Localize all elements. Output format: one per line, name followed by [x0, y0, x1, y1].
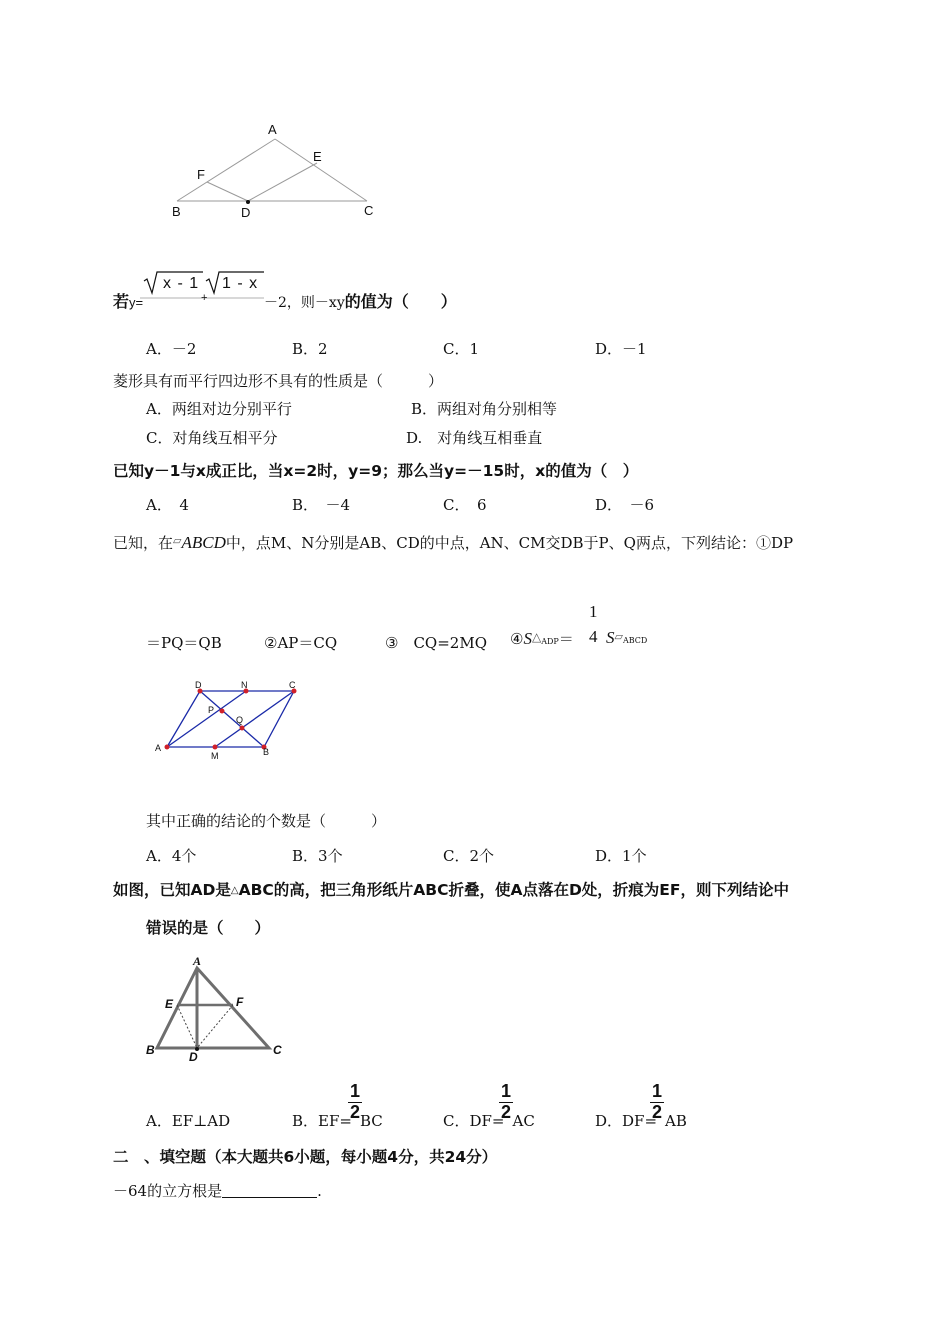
section-2-title: 二 、填空题（本大题共6小题，每小题4分，共24分）	[113, 1148, 498, 1166]
option-d[interactable]	[595, 1110, 687, 1131]
option-c[interactable]	[443, 1110, 535, 1131]
subscript-abcd: ABCD	[622, 636, 648, 645]
subscript-adp: ADP	[541, 637, 559, 646]
label-m: M	[211, 751, 219, 761]
label-c: C	[273, 1043, 282, 1057]
label-a: A	[193, 954, 202, 968]
fill-question-1	[113, 1180, 322, 1201]
label-a: A	[155, 743, 162, 753]
question-fold-stem-2: 错误的是（ ）	[146, 919, 271, 937]
text-y-eq: y=	[129, 295, 144, 310]
label-c: C	[364, 203, 374, 218]
conclusion-2: ②AP＝CQ	[264, 634, 338, 652]
label-e: E	[313, 149, 322, 164]
text-suffix-2: －xy	[314, 295, 345, 311]
conclusion-1: ＝PQ＝QB	[146, 634, 222, 652]
fill-question-1-end: .	[317, 1182, 322, 1200]
label-e: E	[165, 997, 174, 1011]
option-b-suffix: BC	[359, 1112, 383, 1130]
text-abcd: ABCD	[181, 533, 226, 552]
question-prop-stem: 已知y－1与x成正比，当x=2时，y=9；那么当y=－15时，x的值为（ ）	[113, 462, 639, 480]
option-a[interactable]: A． 4	[146, 496, 189, 514]
option-d-denominator: 2	[652, 1102, 663, 1122]
option-c[interactable]: C．对角线互相平分	[146, 429, 278, 447]
option-b-numerator: 1	[350, 1081, 361, 1101]
equals-sign: ＝	[558, 630, 574, 648]
option-d[interactable]: D．－1	[595, 340, 647, 358]
fraction-denominator: 4	[589, 627, 598, 646]
dashed-de	[177, 1005, 197, 1048]
label-f: F	[197, 167, 205, 182]
radicand-1: x - 1	[163, 275, 200, 292]
conclusion-3: ③ CQ=2MQ	[385, 634, 487, 652]
option-a[interactable]: A．两组对边分别平行	[146, 400, 292, 418]
option-b[interactable]: B．3个	[292, 847, 343, 865]
option-c[interactable]: C．1	[443, 340, 480, 358]
option-d[interactable]: D. 对角线互相垂直	[406, 429, 543, 447]
answer-blank[interactable]	[222, 1183, 317, 1198]
parallelogram-symbol: ▱	[614, 630, 623, 643]
circled-four: ④	[510, 630, 524, 648]
option-c-prefix: C．DF=	[443, 1112, 505, 1130]
label-d: D	[241, 205, 251, 220]
option-b[interactable]: B．2	[292, 340, 328, 358]
option-b[interactable]: B．两组对角分别相等	[411, 400, 558, 418]
option-d-numerator: 1	[652, 1081, 663, 1101]
text-stem-1: 如图，已知AD是	[113, 881, 231, 899]
option-a[interactable]: A．－2	[146, 340, 197, 358]
label-c: C	[289, 680, 296, 690]
option-b[interactable]	[292, 1110, 383, 1131]
option-c-numerator: 1	[501, 1081, 512, 1101]
fraction-numerator: 1	[589, 602, 598, 621]
option-c-denominator: 2	[501, 1102, 512, 1122]
option-b-denominator: 2	[350, 1102, 361, 1122]
text-stem-a: 已知，在	[113, 534, 174, 552]
triangle-symbol: △	[230, 885, 239, 896]
option-d-suffix: AB	[665, 1112, 687, 1130]
text-stem-b: 中，点M、N分别是AB、CD的中点，AN、CM交DB于P、Q两点，下列结论：①DP	[225, 534, 794, 552]
text-suffix-3: 的值为（ ）	[344, 292, 457, 311]
option-d-prefix: D．DF=	[595, 1112, 658, 1130]
option-c-suffix: AC	[512, 1112, 535, 1130]
label-b: B	[263, 747, 270, 757]
label-b: B	[172, 204, 181, 219]
option-d[interactable]: D． －6	[595, 496, 655, 514]
option-a[interactable]: A．4个	[146, 847, 197, 865]
option-b[interactable]: B． －4	[292, 496, 351, 514]
label-p: P	[208, 705, 215, 715]
triangle-symbol: △	[531, 630, 542, 644]
option-d[interactable]: D．1个	[595, 847, 647, 865]
label-a: A	[268, 122, 277, 137]
fill-question-1-text: －64的立方根是	[113, 1182, 223, 1200]
question-para-prompt: 其中正确的结论的个数是（ ）	[146, 812, 387, 830]
text-suffix-1: －2，则	[264, 295, 315, 311]
option-c[interactable]: C．2个	[443, 847, 495, 865]
area-s: S	[523, 629, 532, 648]
option-c[interactable]: C． 6	[443, 496, 487, 514]
text-stem-2: ABC的高，把三角形纸片ABC折叠，使A点落在D处，折痕为EF，则下列结论中	[238, 881, 789, 899]
plus-sign: +	[201, 292, 208, 304]
option-b-prefix: B．EF=	[292, 1112, 352, 1130]
label-n: N	[241, 680, 248, 690]
label-d: D	[195, 680, 202, 690]
option-a[interactable]: A．EF⊥AD	[146, 1112, 231, 1130]
dashed-df	[197, 1005, 233, 1048]
area-s: S	[606, 628, 615, 647]
text-prefix: 若	[113, 292, 130, 311]
question-rhombus-stem: 菱形具有而平行四边形不具有的性质是（ ）	[113, 372, 444, 390]
label-q: Q	[236, 715, 244, 725]
label-d: D	[189, 1050, 198, 1064]
parallelogram-symbol: ▱	[173, 534, 182, 547]
radicand-2: 1 - x	[222, 275, 259, 292]
label-b: B	[146, 1043, 155, 1057]
label-f: F	[236, 995, 244, 1009]
triangle-abc	[157, 968, 269, 1048]
